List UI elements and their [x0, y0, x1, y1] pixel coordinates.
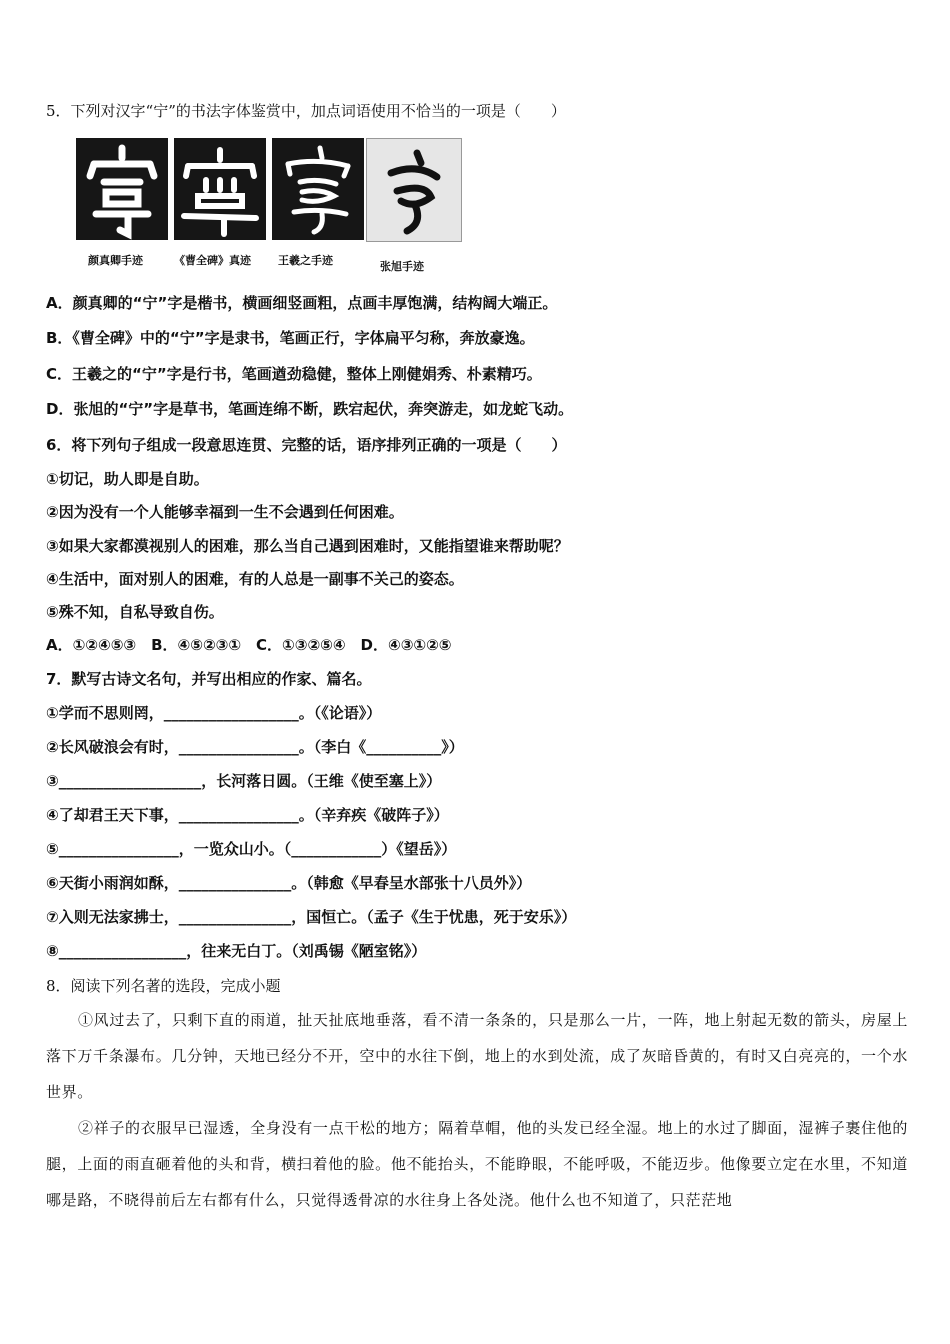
q5-option-d: D．张旭的“宁”字是草书，笔画连绵不断，跌宕起伏，奔突游走，如龙蛇飞动。: [46, 400, 574, 418]
q7-item-7: ⑦入则无法家拂士，_______________，国恒亡。（孟子《生于忧患，死于安乐》）: [46, 908, 577, 926]
caption-caoquan-stele: 《曹全碑》真迹: [174, 254, 251, 267]
q6-sentence-4: ④生活中，面对别人的困难，有的人总是一副事不关己的姿态。: [46, 570, 464, 588]
q7-item-6: ⑥天街小雨润如酥，_______________。（韩愈《早春呈水部张十八员外》）: [46, 874, 532, 892]
q7-item-1: ①学而不思则罔，__________________。（《论语》）: [46, 704, 382, 722]
question-8-stem: 8．阅读下列名著的选段，完成小题: [46, 977, 281, 995]
q7-item-3: ③___________________，长河落日圆。（王维《使至塞上》）: [46, 772, 442, 790]
q6-sentence-3: ③如果大家都漠视别人的困难，那么当自己遇到困难时，又能指望谁来帮助呢？: [46, 537, 569, 555]
q6-sentence-2: ②因为没有一个人能够幸福到一生不会遇到任何困难。: [46, 503, 404, 521]
q8-passage-paragraph-2: ②祥子的衣服早已湿透，全身没有一点干松的地方；隔着草帽，他的头发已经全湿。地上的水过了脚面，湿裤子裹住他的腿，上面的雨直砸着他的头和背，横扫着他的脸。他不能抬头，不能睁眼，不能呼吸，不能迈步。他像要立定在水里，不知道哪是路，不晓得前后左右都有什么，只觉得透骨凉的水往身上各处浇。他什么也不知道了，只茫茫地: [46, 1119, 908, 1209]
calligraphy-wang-xizhi-image: [272, 138, 364, 240]
q5-option-c: C．王羲之的“宁”字是行书，笔画遒劲稳健，整体上刚健娟秀、朴素精巧。: [46, 365, 542, 383]
calligraphy-zhang-xu-image: [366, 138, 462, 242]
question-5-stem: 5．下列对汉字“宁”的书法字体鉴赏中，加点词语使用不恰当的一项是（ ）: [46, 102, 566, 120]
calligraphy-caoquan-stele-image: [174, 138, 266, 240]
q8-passage-paragraph-1: ①风过去了，只剩下直的雨道，扯天扯底地垂落，看不清一条条的，只是那么一片，一阵，地上射起无数的箭头，房屋上落下万千条瀑布。几分钟，天地已经分不开，空中的水往下倒，地上的水到处流，成了灰暗昏黄的，有时又白亮亮的，一个水世界。: [46, 1011, 908, 1101]
question-7-stem: 7．默写古诗文名句，并写出相应的作家、篇名。: [46, 670, 372, 688]
caption-wang-xizhi: 王羲之手迹: [278, 254, 333, 267]
q6-sentence-1: ①切记，助人即是自助。: [46, 470, 209, 488]
q6-options: A．①②④⑤③ B．④⑤②③① C．①③②⑤④ D．④③①②⑤: [46, 636, 452, 654]
q5-option-a: A．颜真卿的“宁”字是楷书，横画细竖画粗，点画丰厚饱满，结构阔大端正。: [46, 294, 558, 312]
caption-yan-zhenqing: 颜真卿手迹: [88, 254, 143, 267]
q7-item-2: ②长风破浪会有时，________________。（李白《__________》）: [46, 738, 464, 756]
calligraphy-yan-zhenqing-image: [76, 138, 168, 240]
q5-option-b: B．《曹全碑》中的“宁”字是隶书，笔画正行，字体扁平匀称，奔放豪逸。: [46, 329, 535, 347]
q7-item-5: ⑤________________，一览众山小。（____________）《望岳》）: [46, 840, 457, 858]
caption-zhang-xu: 张旭手迹: [380, 260, 424, 273]
q7-item-8: ⑧_________________，往来无白丁。（刘禹锡《陋室铭》）: [46, 942, 427, 960]
calligraphy-images: [76, 138, 466, 248]
q6-sentence-5: ⑤殊不知，自私导致自伤。: [46, 603, 224, 621]
q7-item-4: ④了却君王天下事，________________。（辛弃疾《破阵子》）: [46, 806, 449, 824]
question-6-stem: 6．将下列句子组成一段意思连贯、完整的话，语序排列正确的一项是（ ）: [46, 436, 567, 454]
